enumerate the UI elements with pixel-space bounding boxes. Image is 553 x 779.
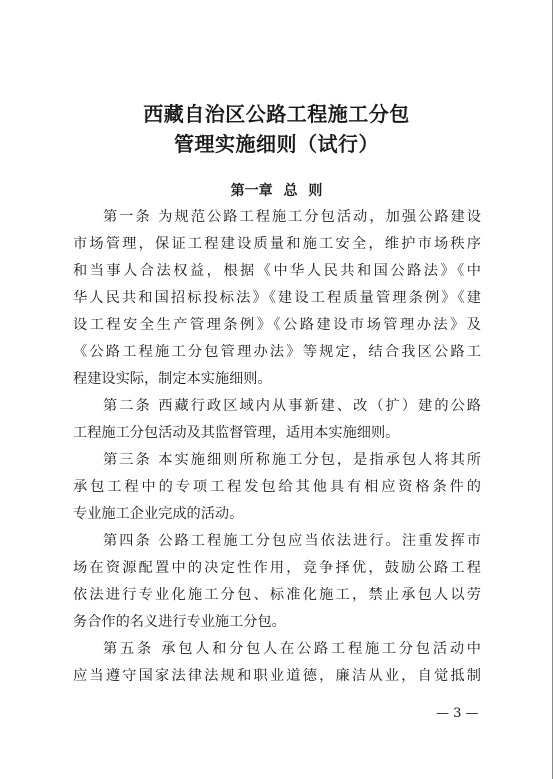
body-line: 程建设实际，制定本实施细则。 (73, 371, 272, 387)
body-line: 第五条 承包人和分包人在公路工程施工分包活动中 (103, 641, 481, 657)
body-line: 第四条 公路工程施工分包应当依法进行。注重发挥市 (103, 533, 481, 549)
body-line: 场在资源配置中的决定性作用，竞争择优，鼓励公路工程 (73, 560, 481, 576)
body-line: 专业施工企业完成的活动。 (73, 506, 244, 522)
body-line: 第三条 本实施细则所称施工分包，是指承包人将其所 (103, 452, 481, 468)
body-line: 华人民共和国招标投标法》《建设工程质量管理条例》《建 (73, 290, 481, 306)
body-line: 设工程安全生产管理条例》《公路建设市场管理办法》及 (73, 317, 481, 333)
body-line: 承包工程中的专项工程发包给其他具有相应资格条件的 (73, 479, 481, 495)
page-number: — 3 — (436, 706, 479, 721)
body-line: 市场管理，保证工程建设质量和施工安全，维护市场秩序 (73, 236, 481, 252)
document-title-line-1: 西藏自治区公路工程施工分包 (143, 102, 410, 126)
body-line: 《公路工程施工分包管理办法》等规定，结合我区公路工 (73, 344, 481, 360)
body-line: 和当事人合法权益，根据《中华人民共和国公路法》《中 (73, 263, 481, 279)
document-title-line-2: 管理实施细则（试行） (174, 132, 379, 156)
body-line: 第一条 为规范公路工程施工分包活动，加强公路建设 (103, 209, 481, 225)
body-line: 依法进行专业化施工分包、标准化施工，禁止承包人以劳 (73, 587, 481, 603)
body-line: 务合作的名义进行专业施工分包。 (73, 614, 286, 630)
chapter-heading: 第一章 总 则 (230, 183, 323, 199)
body-line: 第二条 西藏行政区域内从事新建、改（扩）建的公路 (103, 398, 481, 414)
body-line: 应当遵守国家法律法规和职业道德，廉洁从业，自觉抵制 (73, 668, 481, 684)
body-line: 工程施工分包活动及其监督管理，适用本实施细则。 (73, 425, 400, 441)
